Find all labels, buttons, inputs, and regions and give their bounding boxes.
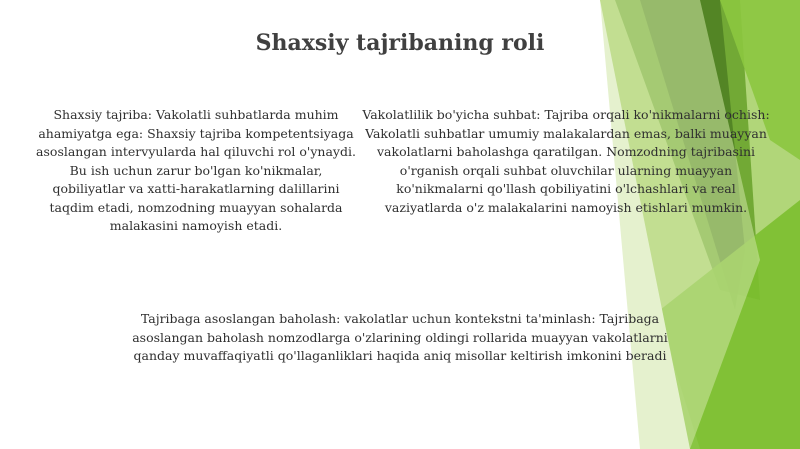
text-block-competency-interview: Vakolatlilik bo'yicha suhbat: Tajriba orqali ko'nikmalarni ochish: Vakolatli suhbatlar umumiy malakalardan emas, balki muayyan vakolatlarni baholashga qaratilgan. Nomzodning tajribasini o'rganish orqali suhbat oluvchilar ularning muayyan ko'nikmalarni qo'llash qobiliyatini o'lchashlari va real vaziyatlarda o'z malakalarini namoyish etishlari mumkin.: [362, 107, 770, 215]
text-block-experience-assessment: Tajribaga asoslangan baholash: vakolatlar uchun kontekstni ta'minlash: Tajribaga asoslangan baholash nomzodlarga o'zlarining oldingi rollarida muayyan vakolatlarni qanday muvaffaqiyatli qo'llaganliklari haqida aniq misollar keltirish imkonini beradi: [132, 311, 668, 363]
text-block-personal-experience: Shaxsiy tajriba: Vakolatli suhbatlarda muhim ahamiyatga ega: Shaxsiy tajriba kompetentsiyaga asoslangan intervyularda hal qiluvchi rol o'ynaydi. Bu ish uchun zarur bo'lgan ko'nikmalar, qobiliyatlar va xatti-harakatlarning dalillarini taqdim etadi, nomzodning muayyan sohalarda malakasini namoyish etadi.: [36, 107, 356, 233]
slide-title: Shaxsiy tajribaning roli: [255, 30, 545, 56]
